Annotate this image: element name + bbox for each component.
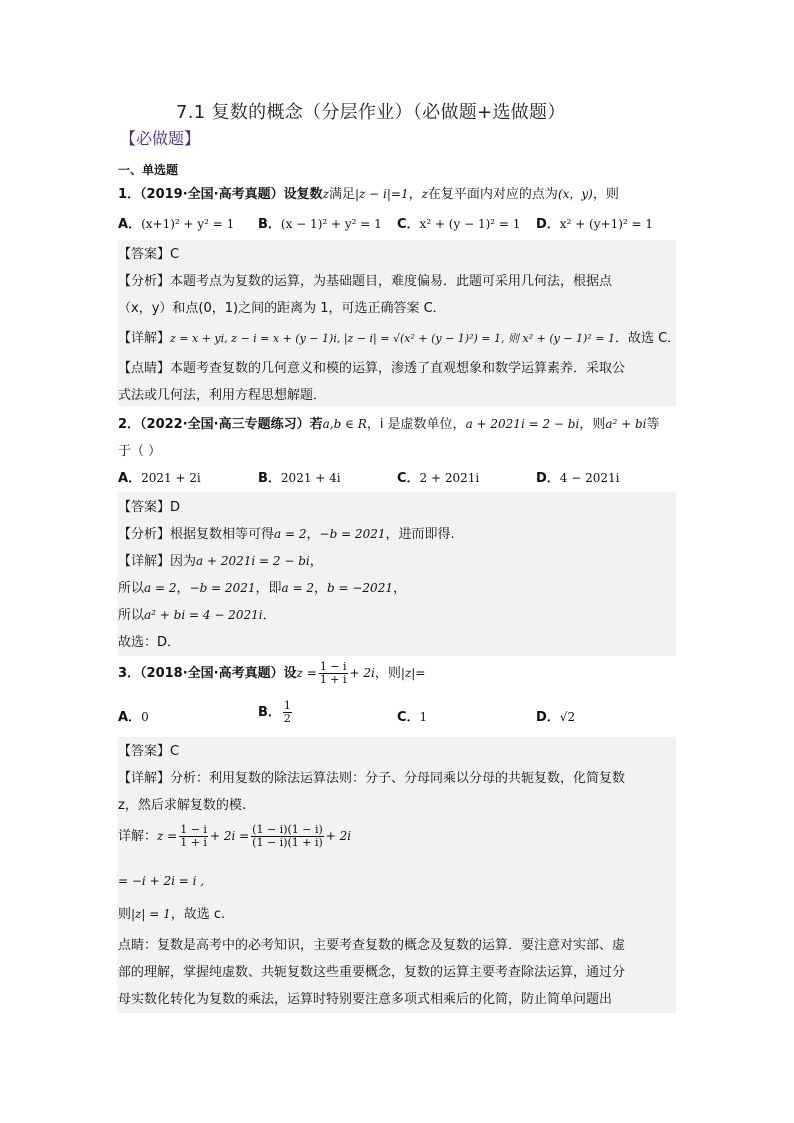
q2-option-d: D．4 − 2021i xyxy=(536,471,620,486)
q3-answer: 【答案】C xyxy=(118,744,180,759)
q3-comment-line3: 母实数化转化为复数的乘法，运算时特别要注意多项式相乘后的化简，防止简单问题出 xyxy=(118,992,613,1007)
q1-option-c: C．x² + (y − 1)² = 1 xyxy=(397,217,521,232)
q2-option-b: B．2021 + 4i xyxy=(258,471,341,486)
q1-answer: 【答案】C xyxy=(118,247,180,262)
q3-comment-line2: 部的理解，掌握纯虚数、共轭复数这些重要概念，复数的运算主要考查除法运算，通过分 xyxy=(118,965,626,980)
q3-work: 详解：z = $\frac{1 - i}{1 + i}$ + 2i = $\frac{(1 - i)(1 - i)}{(1 - i)(1 + i)}$ + 2i xyxy=(118,823,352,849)
q3-work-fraction-1: $\frac{1 - i}{1 + i}$ xyxy=(180,823,207,849)
q2-solution-box xyxy=(117,492,676,656)
q1-solution-box xyxy=(117,240,676,406)
q3-option-c: C．1 xyxy=(397,710,428,725)
q2-answer: 【答案】D xyxy=(118,500,181,515)
q1-analysis-line2: （x，y）和点(0，1)之间的距离为 1，可选正确答案 C． xyxy=(118,301,446,316)
q3-option-a: A．0 xyxy=(118,710,149,725)
q2-option-a: A．2021 + 2i xyxy=(118,471,201,486)
q1-option-a: A．(x+1)² + y² = 1 xyxy=(118,217,235,232)
q3-step3: 则|z| = 1，故选 c. xyxy=(118,907,226,922)
q2-conclusion: 故选：D． xyxy=(118,635,181,650)
q1-option-d: D．x² + (y+1)² = 1 xyxy=(536,217,654,232)
q1-comment-line1: 【点睛】本题考查复数的几何意义和模的运算，渗透了直观想象和数学运算素养．采取公 xyxy=(118,361,626,376)
q3-option-b: B． $\frac{1}{2}$ xyxy=(258,699,291,725)
q3-stem: 3．（2018·全国·高考真题）设z = $\frac{1 - i}{1 + i}$ + 2i，则|z|= xyxy=(118,660,426,686)
q2-detail-line3: 所以a² + bi = 4 − 2021i． xyxy=(118,608,276,623)
q1-comment-line2: 式法或几何法，利用方程思想解题． xyxy=(118,388,327,403)
q1-detail: 【详解】z = x + yi, z − i = x + (y − 1)i, |z − i| = √(x² + (y − 1)²) = 1, 则 x² + (y − 1)² = 1．故选 C． xyxy=(118,331,681,346)
document-title: 7.1 复数的概念（分层作业）（必做题+选做题） xyxy=(176,102,566,123)
q2-stem-line2: 于（ ） xyxy=(118,444,162,459)
q3-option-b-fraction: $\frac{1}{2}$ xyxy=(283,699,291,725)
section-label: 【必做题】 xyxy=(120,129,201,148)
q3-work-fraction-2: $\frac{(1 - i)(1 - i)}{(1 - i)(1 + i)}$ xyxy=(252,823,323,849)
q3-option-d: D．√2 xyxy=(536,710,576,725)
q2-detail-line1: 【详解】因为a + 2021i = 2 − bi， xyxy=(118,554,323,569)
q2-option-c: C．2 + 2021i xyxy=(397,471,480,486)
q2-detail-line2: 所以a = 2，−b = 2021，即a = 2，b = −2021， xyxy=(118,581,406,596)
q3-detail-line1: 【详解】分析：利用复数的除法运算法则：分子、分母同乘以分母的共轭复数，化简复数 xyxy=(118,771,626,786)
section-heading: 一、单选题 xyxy=(118,163,179,177)
q1-analysis-line1: 【分析】本题考点为复数的运算，为基础题目，难度偏易．此题可采用几何法，根据点 xyxy=(118,274,613,289)
q2-stem-line1: 2．（2022·全国·高三专题练习）若a,b ∈ R，i 是虚数单位，a + 2021i = 2 − bi，则a² + bi等 xyxy=(118,417,660,432)
q3-detail-line2: z，然后求解复数的模. xyxy=(118,798,246,813)
q3-fraction: $\frac{1 - i}{1 + i}$ xyxy=(319,660,347,686)
q3-step2: = −i + 2i = i , xyxy=(118,874,205,888)
q2-analysis: 【分析】根据复数相等可得a = 2，−b = 2021，进而即得. xyxy=(118,527,455,542)
q1-stem: 1．（2019·全国·高考真题）设复数z满足|z − i|=1，z在复平面内对应的点为(x，y)，则 xyxy=(118,187,619,202)
q1-option-b: B．(x − 1)² + y² = 1 xyxy=(258,217,382,232)
q3-comment-line1: 点睛：复数是高考中的必考知识，主要考查复数的概念及复数的运算．要注意对实部、虚 xyxy=(118,938,626,953)
